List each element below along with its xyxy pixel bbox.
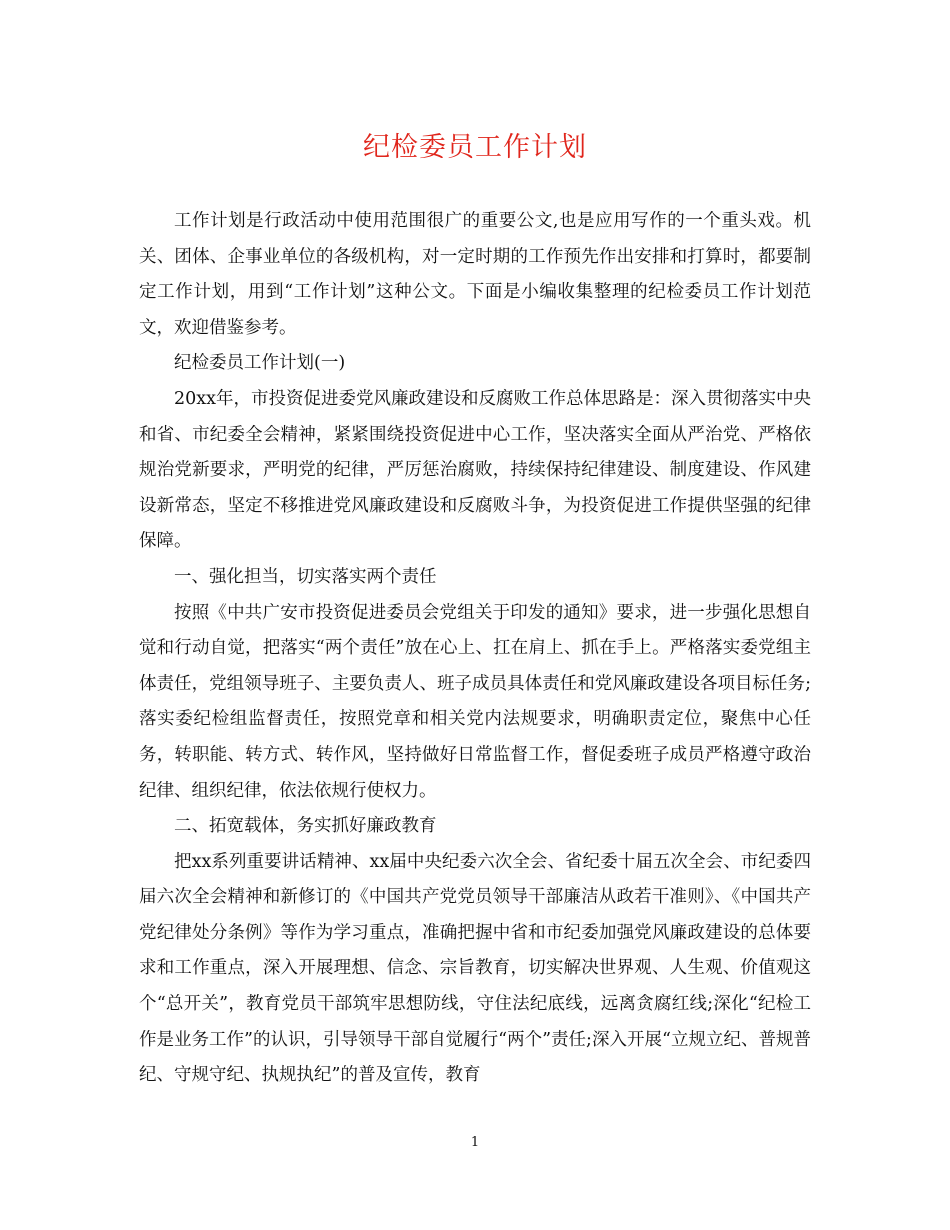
responsibility-paragraph: 按照《中共广安市投资促进委员会党组关于印发的通知》要求，进一步强化思想自觉和行动自觉，把落实“两个责任”放在心上、扛在肩上、抓在手上。严格落实委党组主体责任，党组领导班子、主要负责人、班子成员具体责任和党风廉政建设各项目标任务;落实委纪检组监督责任，按照党章和相关党内法规要求，明确职责定位，聚焦中心任务，转职能、转方式、转作风，坚持做好日常监督工作，督促委班子成员严格遵守政治纪律、组织纪律，依法依规行使权力。 bbox=[139, 602, 811, 801]
intro-paragraph: 工作计划是行政活动中使用范围很广的重要公文,也是应用写作的一个重头戏。机关、团体、企事业单位的各级机构，对一定时期的工作预先作出安排和打算时，都要制定工作计划，用到“工作计划”这种公文。下面是小编收集整理的纪检委员工作计划范文，欢迎借鉴参考。 bbox=[139, 211, 811, 338]
document-title: 纪检委员工作计划 bbox=[363, 132, 587, 163]
document-body bbox=[139, 204, 811, 1094]
section-heading-one: 一、强化担当，切实落实两个责任 bbox=[174, 566, 437, 587]
overview-paragraph: 20xx年，市投资促进委党风廉政建设和反腐败工作总体思路是：深入贯彻落实中央和省、市纪委全会精神，紧紧围绕投资促进中心工作，坚决落实全面从严治党、严格依规治党新要求，严明党的纪律，严厉惩治腐败，持续保持纪律建设、制度建设、作风建设新常态，坚定不移推进党风廉政建设和反腐败斗争，为投资促进工作提供坚强的纪律保障。 bbox=[139, 388, 812, 552]
page-number: 1 bbox=[470, 1135, 480, 1150]
section-heading-plan-one: 纪检委员工作计划(一) bbox=[174, 353, 346, 374]
education-paragraph: 把xx系列重要讲话精神、xx届中央纪委六次全会、省纪委十届五次全会、市纪委四届六次全会精神和新修订的《中国共产党党员领导干部廉洁从政若干准则》、《中国共产党纪律处分条例》等作为学习重点，准确把握中省和市纪委加强党风廉政建设的总体要求和工作重点，深入开展理想、信念、宗旨教育，切实解决世界观、人生观、价值观这个“总开关”，教育党员干部筑牢思想防线，守住法纪底线，远离贪腐红线;深化“纪检工作是业务工作”的认识，引导领导干部自觉履行“两个”责任;深入开展“立规立纪、普规普纪、守规守纪、执规执纪”的普及宣传，教育 bbox=[139, 851, 811, 1086]
section-heading-two: 二、拓宽载体，务实抓好廉政教育 bbox=[174, 816, 437, 837]
